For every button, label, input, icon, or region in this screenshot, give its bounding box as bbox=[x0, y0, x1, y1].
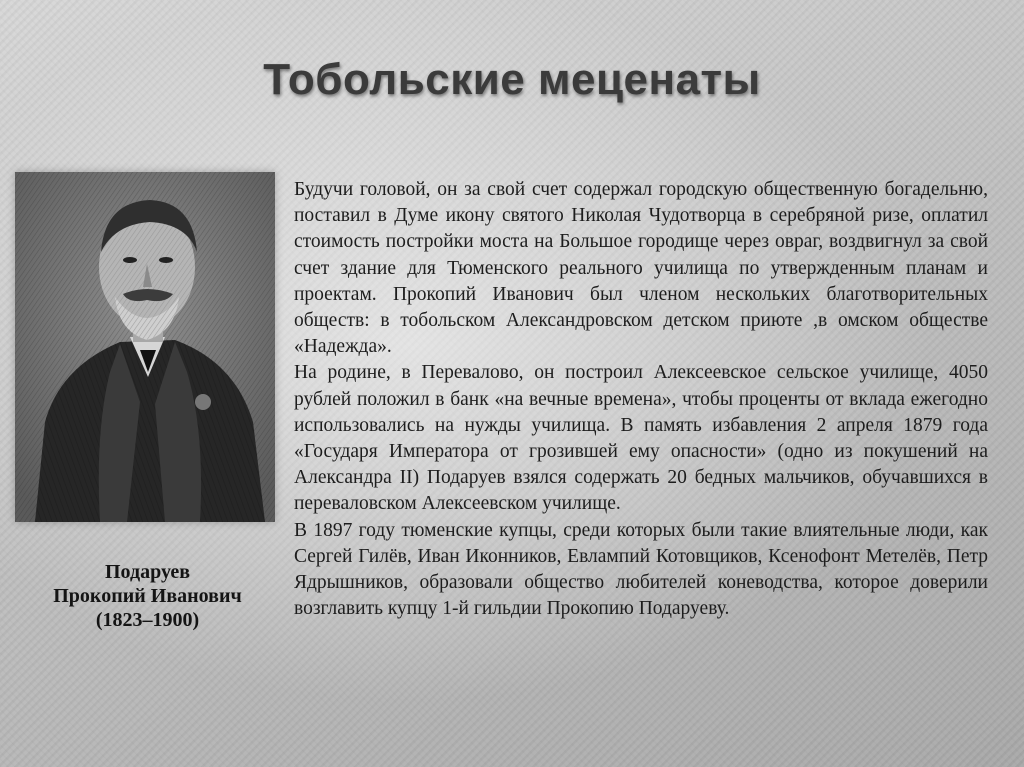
caption-name-patronymic: Прокопий Иванович bbox=[53, 585, 242, 607]
engraved-portrait-image bbox=[15, 172, 275, 522]
portrait-caption bbox=[20, 560, 275, 632]
paragraph-1: Будучи головой, он за свой счет содержал городскую общественную богадельню, поставил в Думе икону святого Николая Чудотворца в серебряной ризе, оплатил стоимость постройки моста на Большое городище через овраг, воздвигнул за свой счет здание для Тюменского реального училища по утвержденным планам и проектам. Прокопий Иванович был членом нескольких благотворительных обществ: в тобольском Александровском детском приюте ,в омском обществе «Надежда». bbox=[294, 179, 988, 358]
caption-surname: Подаруев bbox=[104, 561, 191, 583]
body-text bbox=[294, 177, 988, 622]
paragraph-2: На родине, в Перевалово, он построил Алексеевское сельское училище, 4050 рублей положил в банк «на вечные времена», чтобы проценты от вклада ежегодно использовались на нужды училища. В память избавления 2 апреля 1879 года «Государя Императора от грозившей ему опасности» (одно из покушений на Александра II) Подаруев взялся содержать 20 бедных мальчиков, обучавшихся в переваловском Алексеевском училище. bbox=[294, 362, 988, 515]
paragraph-3: В 1897 году тюменские купцы, среди которых были такие влиятельные люди, как Сергей Гилёв, Иван Иконников, Евлампий Котовщиков, Ксенофонт Метелёв, Петр Ядрышников, образовали общество любителей коневодства, которое доверили возглавить купцу 1-й гильдии Прокопию Подаруеву. bbox=[294, 519, 988, 620]
portrait-image bbox=[15, 172, 275, 522]
caption-years: (1823–1900) bbox=[95, 609, 200, 631]
slide-title: Тобольские меценаты bbox=[263, 55, 761, 104]
